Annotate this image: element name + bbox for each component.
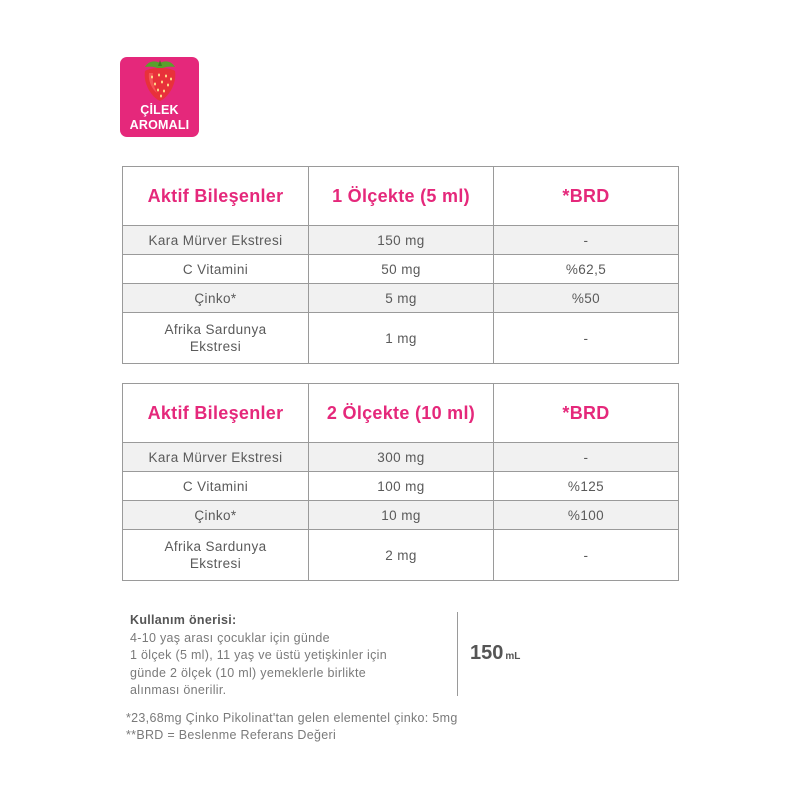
ingredient-name-line2: Ekstresi (189, 339, 242, 354)
ingredient-name-line2: Ekstresi (189, 556, 242, 571)
ingredient-brd: - (494, 443, 679, 472)
ingredient-brd: %50 (494, 284, 679, 313)
nutrition-table-2-scoops (122, 383, 679, 581)
ingredient-amount: 300 mg (309, 443, 494, 472)
ingredient-brd: %125 (494, 472, 679, 501)
header-active-ingredients: Aktif Bileşenler (123, 384, 309, 443)
flavor-label-line1: ÇİLEK (140, 103, 179, 117)
table-row (123, 530, 679, 581)
table-row (123, 501, 679, 530)
footnotes (126, 710, 458, 744)
table-row (123, 443, 679, 472)
ingredient-name (123, 313, 309, 364)
header-brd: *BRD (494, 167, 679, 226)
flavor-badge (120, 57, 199, 137)
usage-line: günde 2 ölçek (10 ml) yemeklerle birlikte (130, 665, 367, 680)
ingredient-name: Kara Mürver Ekstresi (123, 226, 309, 255)
ingredient-brd: %100 (494, 501, 679, 530)
divider (457, 612, 458, 696)
nutrition-table-1-scoop (122, 166, 679, 364)
header-amount: 1 Ölçekte (5 ml) (309, 167, 494, 226)
table-row (123, 472, 679, 501)
header-amount: 2 Ölçekte (10 ml) (309, 384, 494, 443)
ingredient-name: Çinko* (123, 501, 309, 530)
table-row (123, 255, 679, 284)
strawberry-icon (135, 57, 185, 105)
ingredient-name: C Vitamini (123, 255, 309, 284)
footnote: *23,68mg Çinko Pikolinat'tan gelen elementel çinko: 5mg (126, 711, 458, 725)
ingredient-brd: %62,5 (494, 255, 679, 284)
ingredient-amount: 100 mg (309, 472, 494, 501)
volume-label (470, 642, 520, 665)
header-active-ingredients: Aktif Bileşenler (123, 167, 309, 226)
volume-value: 150 (470, 642, 504, 664)
ingredient-amount: 2 mg (309, 530, 494, 581)
ingredient-amount: 1 mg (309, 313, 494, 364)
table-header-row (123, 167, 679, 226)
table-header-row (123, 384, 679, 443)
footnote: **BRD = Beslenme Referans Değeri (126, 728, 337, 742)
usage-heading: Kullanım önerisi: (130, 613, 237, 627)
flavor-label (120, 103, 199, 133)
ingredient-name (123, 530, 309, 581)
ingredient-name: Çinko* (123, 284, 309, 313)
usage-recommendation (130, 612, 420, 700)
flavor-label-line2: AROMALI (129, 118, 190, 132)
usage-line: alınması önerilir. (130, 683, 227, 697)
table-row (123, 284, 679, 313)
volume-unit: mL (505, 651, 521, 662)
table-row (123, 226, 679, 255)
ingredient-name: Kara Mürver Ekstresi (123, 443, 309, 472)
ingredient-amount: 5 mg (309, 284, 494, 313)
table-row (123, 313, 679, 364)
ingredient-name: C Vitamini (123, 472, 309, 501)
usage-line: 1 ölçek (5 ml), 11 yaş ve üstü yetişkinler için (130, 648, 388, 662)
ingredient-amount: 150 mg (309, 226, 494, 255)
ingredient-brd: - (494, 530, 679, 581)
ingredient-brd: - (494, 226, 679, 255)
ingredient-name-line1: Afrika Sardunya (164, 539, 267, 554)
ingredient-amount: 10 mg (309, 501, 494, 530)
ingredient-brd: - (494, 313, 679, 364)
ingredient-name-line1: Afrika Sardunya (164, 322, 267, 337)
ingredient-amount: 50 mg (309, 255, 494, 284)
header-brd: *BRD (494, 384, 679, 443)
usage-line: 4-10 yaş arası çocuklar için günde (130, 630, 330, 645)
